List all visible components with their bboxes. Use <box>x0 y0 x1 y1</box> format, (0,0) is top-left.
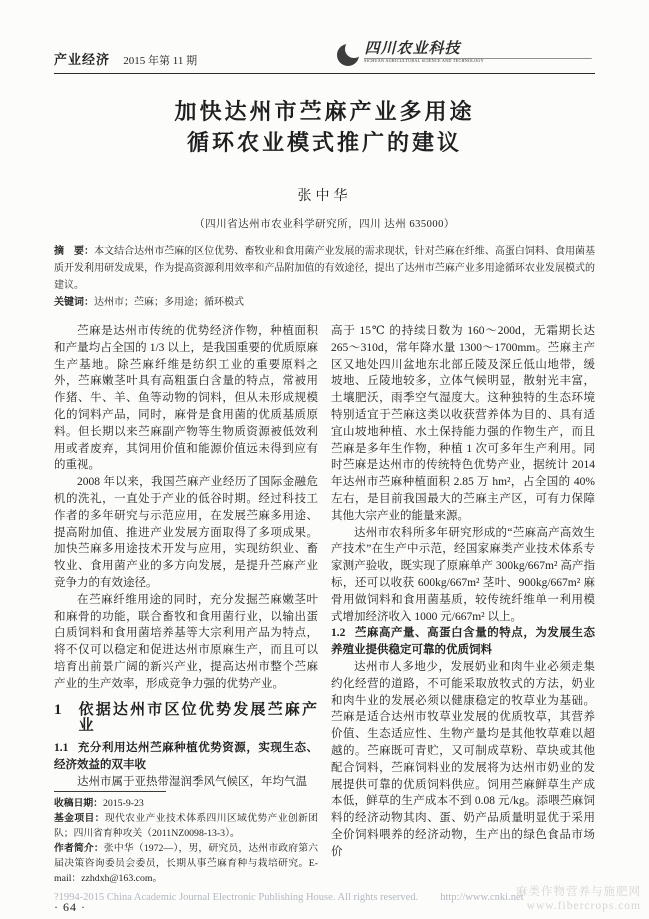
footnote-received-date <box>54 796 318 811</box>
footnote-received-text: 2015-9-23 <box>102 797 144 809</box>
footnote-bio-label: 作者简介： <box>54 842 104 854</box>
body-paragraph: 达州市属于亚热带湿润季风气候区，年均气温 <box>77 775 307 788</box>
keywords-label: 关键词： <box>54 297 94 308</box>
abstract-paragraph <box>54 243 595 294</box>
watermark-line2: www.fibercrops.com <box>526 900 641 912</box>
article-title-line1: 加快达州市苎麻产业多用途 <box>174 99 475 124</box>
body-paragraph: 高于 15℃ 的持续日数为 160～200d，无霜期长达 265～310d，常年降水量 1300～1700mm。苎麻主产区又地处四川盆地东北部丘陵及深丘低山地带，缓坡地、丘陵地较多，立体气候明显，散射光丰富，土壤肥沃，雨季空气湿度大。这种独特的生态环境特别适宜于苎麻这类以收获营养体为目的、具有适宜山坡地种植、水土保持能力强的作物生产，而且苎麻是多年生作物，种植 1 次可多年生产利用。同时苎麻是达州市的传统特色优势产业，据统计 2014 年达州市苎麻种植面积 2.85 万 hm²，占全国的 40% 左右，是目前我国最大的苎麻主产区，可有力保障其他大宗产业的能量来源。 <box>331 325 595 522</box>
watermark-line1: 麻类作物营养与施肥网 <box>516 886 641 898</box>
footnote-funding <box>54 811 318 841</box>
body-paragraph: 达州市农科所多年研究形成的“苎麻高产高效生产技术”在生产中示范，经国家麻类产业技术体系专家测产验收，既实现了原麻单产 300kg/667m² 高产指标，还可以收获 600kg/667m² 茎叶、900kg/667m² 麻骨用做饲料和食用菌基质，较传统纤维单一利用模式增加经济收入 1000 元/667m² 以上。 <box>331 526 595 623</box>
footnote-funding-label: 基金项目： <box>54 812 105 824</box>
page-header <box>54 38 595 68</box>
journal-section-label: 产业经济 <box>54 52 111 67</box>
subsection-1-2-title: 苎麻高产量、高蛋白含量的特点，为发展生态养殖业提供稳定可靠的优质饲料 <box>331 627 595 657</box>
header-rule <box>54 73 595 74</box>
article-title-line2: 循环农业模式推广的建议 <box>186 130 462 155</box>
subsection-1-2-heading <box>331 625 595 659</box>
footnote-author-bio <box>54 841 318 886</box>
keywords-text: 达州市；苎麻；多用途；循环模式 <box>94 297 244 308</box>
journal-logo-name: 四川农业科技 <box>364 41 461 57</box>
subsection-1-1-number: 1.1 <box>54 742 69 755</box>
crescent-logo-icon <box>337 44 359 66</box>
body-paragraph: 在苎麻纤维用途的同时，充分发掘苎麻嫩茎叶和麻骨的功能，联合畜牧和食用菌行业，以输出蛋白质饲料和食用菌培养基等大宗利用产品为特点，将不仅可以稳定和促进达州市原麻生产，而且可以培育出前景广阔的新兴产业，提高达州市整个苎麻产业的生产效率，形成竞争力强的优势产业。 <box>54 593 318 690</box>
article-title <box>54 96 595 158</box>
author-name: 张中华 <box>297 189 352 204</box>
abstract-block <box>54 243 595 311</box>
cnki-copyright-bar <box>54 892 524 903</box>
section-1-number: 1 <box>54 701 63 718</box>
abstract-text: 本文结合达州市苎麻的区位优势、畜牧业和食用菌产业发展的需求现状，针对苎麻在纤维、高蛋白饲料、食用菌基质开发利用研发成果，作为提高资源利用效率和产品附加值的有效途径，提出了达州市苎麻产业多用途循环农业发展模式的建议。 <box>54 246 596 291</box>
subsection-1-2-number: 1.2 <box>331 627 346 640</box>
right-column <box>331 323 595 893</box>
footnote-funding-text: 现代农业产业技术体系四川区域优势产业创新团队；四川省育种攻关（2011NZ0098-13-3）。 <box>54 812 319 839</box>
author-affiliation: （四川省达州市农业科学研究所，四川 达州 635000） <box>194 219 455 230</box>
page-number: · 64 · <box>54 899 86 914</box>
body-paragraph: 达州市人多地少，发展奶业和肉牛业必须走集约化经营的道路，不可能采取放牧式的方法，奶业和肉牛业的发展必须以健康稳定的牧草业为基础。苎麻是适合达州市牧草业发展的优质牧草，其营养价值、生态适应性、生物产量均是其他牧草难以超越的。苎麻既可青贮，又可制成草粉、草块或其他配合饲料，苎麻饲料业的发展将为达州市奶业的发展提供可靠的优质饲料供应。饲用苎麻鲜草生产成本低，鲜草的生产成本不到 0.08 元/kg。添喂苎麻饲料的经济动物其肉、蛋、奶产品质量明显优于采用全价饲料喂养的经济动物，生产出的绿色食品市场价 <box>331 660 595 858</box>
journal-header-left <box>54 49 197 68</box>
footnote-bio-text: 张中华（1972—），男，研究员，达州市政府第六届决策咨询委员会委员，长期从事苎麻育种与栽培研究。E-mail：zzhdxh@163.com。 <box>54 842 319 884</box>
cnki-copyright-text: ?1994-2015 China Academic Journal Electronic Publishing House. All rights reserved. <box>54 892 419 903</box>
subsection-1-1-title: 充分利用达州苎麻种植优势资源，实现生态、经济效益的双丰收 <box>54 742 318 771</box>
journal-issue: 2015 年第 11 期 <box>123 55 198 67</box>
section-1-title: 依据达州市区位优势发展苎麻产业 <box>78 701 318 735</box>
cnki-url: http://www.cnki.net <box>440 892 524 903</box>
journal-logo-text <box>364 42 595 68</box>
keywords-paragraph <box>54 294 595 311</box>
section-1-heading <box>54 702 318 736</box>
journal-logo <box>337 42 595 68</box>
journal-logo-subtitle: SICHUAN AGRICULTURAL SCIENCE AND TECHNOLOGY <box>364 58 592 63</box>
footnotes-block <box>54 796 318 886</box>
site-watermark <box>516 885 641 913</box>
subsection-1-1-heading <box>54 740 318 774</box>
crescent-logo-icon-hole <box>345 40 363 58</box>
body-paragraph: 2008 年以来，我国苎麻产业经历了国际金融危机的洗礼，一直处于产业的低谷时期。经过科技工作者的多年研究与示范应用，在发展苎麻多用途、提高附加值、推进产业发展方面取得了多项成果。加快苎麻多用途技术开发与应用，实现纺织业、畜牧业、食用菌产业的多方向发展，是提升苎麻产业竞争力的有效途径。 <box>54 476 318 589</box>
footnote-divider <box>54 791 166 792</box>
body-paragraph: 苎麻是达州市传统的优势经济作物，种植面积和产量均占全国的 1/3 以上，是我国重要的优质原麻生产基地。除苎麻纤维是纺织工业的重要原料之外，苎麻嫩茎叶具有高粗蛋白含量的特点，常被用作猪、牛、羊、鱼等动物的饲料，但从未形成规模化的饲料产品，同时，麻骨是食用菌的优质基质原料。但长期以来苎麻副产物等生物质资源被低效利用或者废弃，其饲用价值和能源价值远未得到应有的重视。 <box>54 325 318 472</box>
abstract-label: 摘 要： <box>54 246 95 257</box>
footnote-received-label: 收稿日期： <box>54 797 103 809</box>
